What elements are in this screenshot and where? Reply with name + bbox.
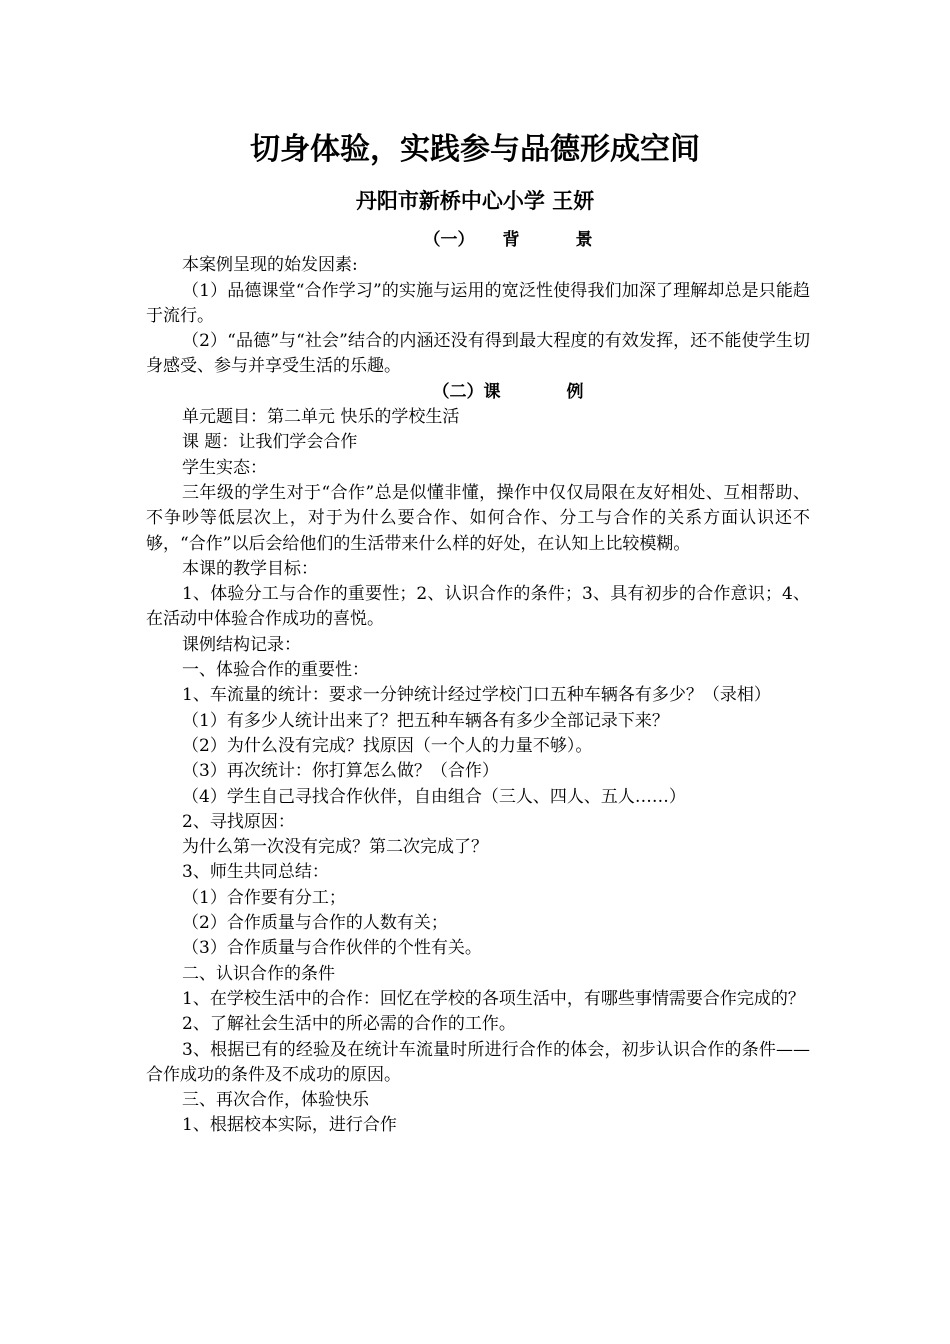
paragraph: （2）为什么没有完成？找原因（一个人的力量不够）。 [182,735,593,756]
paragraph: 1、车流量的统计：要求一分钟统计经过学校门口五种车辆各有多少？（录相） [182,685,771,706]
document-title: 切身体验，实践参与品德形成空间 [250,132,700,167]
paragraph: 3、师生共同总结： [182,862,329,883]
paragraph: （2）合作质量与合作的人数有关； [182,913,448,934]
section-heading-background [146,228,810,253]
paragraph: 1、体验分工与合作的重要性；2、认识合作的条件；3、具有初步的合作意识；4、在活动中体验合作成功的喜悦。 [146,584,810,630]
paragraph: 2、了解社会生活中的所必需的合作的工作。 [182,1014,516,1035]
paragraph: 为什么第一次没有完成？第二次完成了？ [182,837,488,858]
section-label: （一） [423,230,475,250]
paragraph: 本课的教学目标： [182,558,318,579]
paragraph: 课 题：让我们学会合作 [182,432,358,453]
paragraph: （3）再次统计：你打算怎么做？（合作） [182,761,499,782]
paragraph: （2）“品德”与“社会”结合的内涵还没有得到最大程度的有效发挥，还不能使学生切身感受、参与并享受生活的乐趣。 [146,331,810,377]
section-heading-case [146,380,810,405]
document-body [146,228,810,1139]
paragraph: 3、根据已有的经验及在统计车流量时所进行合作的体会，初步认识合作的条件——合作成功的条件及不成功的原因。 [146,1039,810,1085]
paragraph: 二、认识合作的条件 [182,963,335,984]
paragraph: （1）有多少人统计出来了？把五种车辆各有多少全部记录下来？ [182,710,669,731]
paragraph: 一、体验合作的重要性： [182,660,369,681]
paragraph: 三、再次合作，体验快乐 [182,1090,369,1111]
section-label: （二）课 [432,381,501,402]
section-char: 景 [575,230,593,250]
paragraph: 学生实态： [182,457,267,478]
paragraph: （1）品德课堂“合作学习”的实施与运用的宽泛性使得我们加深了理解却总是只能趋于流行。 [146,280,810,326]
paragraph: 2、寻找原因： [182,811,295,832]
paragraph: 1、根据校本实际，进行合作 [182,1115,397,1136]
paragraph: 三年级的学生对于“合作”总是似懂非懂，操作中仅仅局限在友好相处、互相帮助、不争吵等低层次上，对于为什么要合作、如何合作、分工与合作的关系方面认识还不够，“合作”以后会给他们的生活带来什么样的好处，在认知上比较模糊。 [146,482,810,554]
paragraph: （4）学生自己寻找合作伙伴，自由组合（三人、四人、五人……） [182,786,686,807]
paragraph: 课例结构记录： [182,634,301,655]
section-char: 例 [566,381,584,402]
paragraph: 本案例呈现的始发因素: [182,255,358,276]
paragraph: 1、在学校生活中的合作：回忆在学校的各项生活中，有哪些事情需要合作完成的？ [182,988,805,1009]
paragraph: （3）合作质量与合作伙伴的个性有关。 [182,938,482,959]
paragraph: （1）合作要有分工； [182,887,346,908]
section-char: 背 [502,230,520,250]
paragraph: 单元题目：第二单元 快乐的学校生活 [182,407,460,428]
author-line: 丹阳市新桥中心小学 王妍 [355,189,595,213]
